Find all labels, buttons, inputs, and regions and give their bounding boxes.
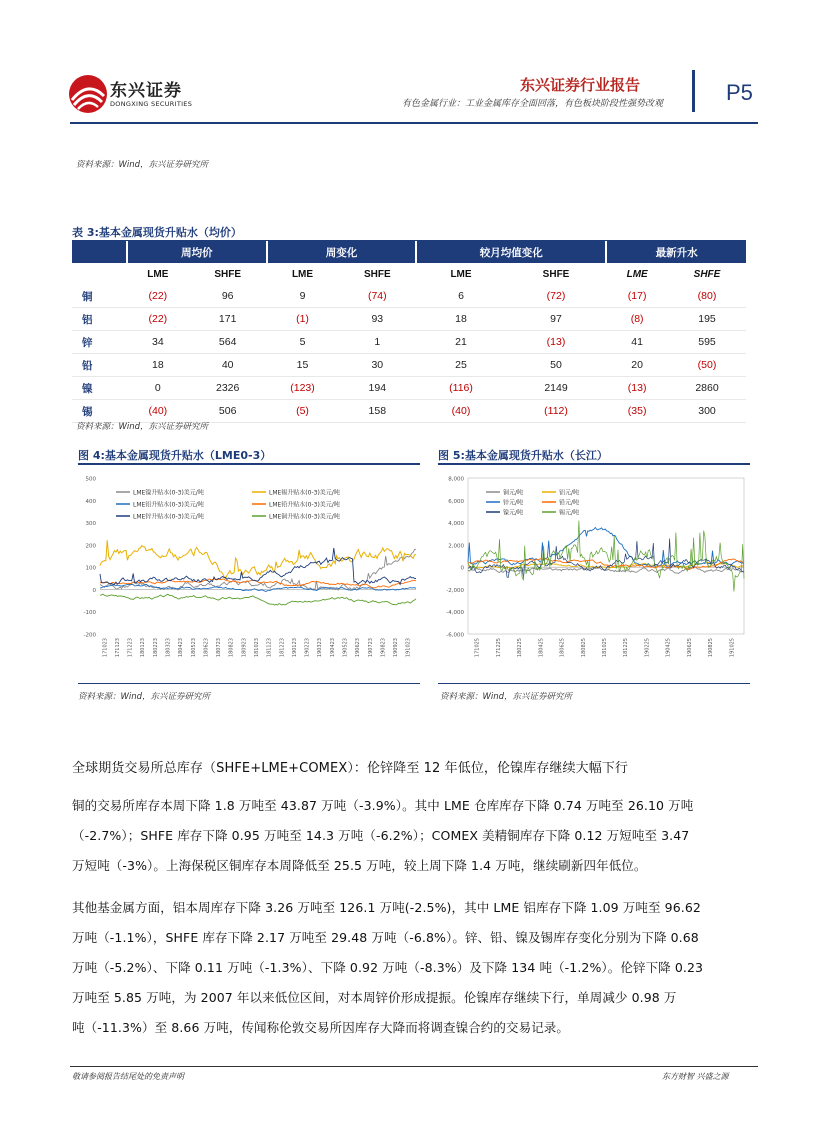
table3-cell: 300: [668, 400, 746, 423]
x-tick-label: 190423: [329, 638, 336, 658]
legend-label: 铜元/吨: [503, 489, 524, 497]
logo-chinese-name: 东兴证券: [110, 81, 182, 101]
table3-metal-label: 铅: [72, 354, 127, 377]
x-tick-label: 180625: [559, 638, 566, 658]
y-tick-label: -4,000: [446, 610, 464, 617]
logo-english-name: DONGXING SECURITIES: [110, 100, 193, 108]
table3-metal-label: 铜: [72, 285, 127, 308]
table3-cell: (74): [338, 285, 416, 308]
table3-metal-label: 锡: [72, 400, 127, 423]
table3-cell: (17): [606, 285, 668, 308]
paragraph-line: 吨（-11.3%）至 8.66 万吨，传闻称伦敦交易所因库存大降而将调查镍合约的交易记录。: [72, 1020, 569, 1035]
legend-label: 铝元/吨: [559, 489, 580, 497]
table3-cell: 0: [127, 377, 189, 400]
x-tick-label: 181223: [279, 638, 286, 658]
x-tick-label: 180523: [190, 638, 197, 658]
table3-source: 资料来源：Wind，东兴证券研究所: [76, 422, 209, 432]
y-tick-label: 300: [85, 521, 96, 528]
table3-cell: 40: [189, 354, 267, 377]
series-line: [100, 594, 416, 605]
x-tick-label: 181023: [254, 638, 260, 658]
table3-cell: (116): [416, 377, 505, 400]
paragraph-line: 其他基金属方面，铝本周库存下降 3.26 万吨至 126.1 万吨(-2.5%)，其中 LME 铝库存下降 1.09 万吨至 96.62: [72, 900, 701, 915]
fig4-chart: [78, 470, 422, 678]
y-tick-label: 500: [85, 476, 96, 483]
series-line: [468, 521, 744, 592]
x-tick-label: 180223: [152, 638, 159, 658]
x-tick-label: 180425: [538, 638, 545, 658]
table3-subheader: LME: [127, 263, 189, 285]
table3-metal-label: 锌: [72, 331, 127, 354]
header-divider: [692, 70, 695, 112]
x-tick-label: 191023: [405, 638, 412, 658]
y-tick-label: 6,000: [448, 498, 464, 505]
legend-label: LME锡升贴水(0-3)美元/吨: [269, 489, 340, 497]
x-tick-label: 180623: [203, 638, 210, 658]
table3: [72, 241, 746, 423]
legend-label: 铅元/吨: [559, 499, 580, 507]
table3-subheader: SHFE: [189, 263, 267, 285]
x-tick-label: 180225: [517, 638, 524, 658]
table3-cell: 50: [506, 354, 607, 377]
legend-label: LME铝升贴水(0-3)美元/吨: [133, 501, 204, 509]
series-line: [100, 579, 416, 588]
table3-cell: 9: [267, 285, 339, 308]
table3-subheader: SHFE: [506, 263, 607, 285]
table3-cell: (8): [606, 308, 668, 331]
fig5-title-rule: [438, 463, 750, 465]
fig5-title: 图 5:基本金属现货升贴水（长江）: [438, 449, 608, 462]
company-logo: [68, 74, 208, 116]
table-row: [72, 377, 746, 400]
fig5-chart: [438, 470, 750, 678]
x-tick-label: 180723: [216, 638, 223, 658]
table3-group-header: 最新升水: [606, 241, 746, 263]
table3-cell: 15: [267, 354, 339, 377]
y-tick-label: 400: [85, 498, 96, 505]
x-tick-label: 190823: [380, 638, 387, 658]
x-tick-label: 180823: [228, 638, 235, 658]
table3-subheader: LME: [416, 263, 505, 285]
x-tick-label: 190225: [644, 638, 651, 658]
paragraph-line: 万吨（-1.1%），SHFE 库存下降 2.17 万吨至 29.48 万吨（-6.8%）。锌、铅、镍及锡库存变化分别为下降 0.68: [72, 930, 699, 945]
x-tick-label: 180323: [165, 638, 172, 658]
x-tick-label: 171023: [102, 638, 109, 658]
x-tick-label: 181025: [602, 638, 608, 658]
series-line: [100, 548, 416, 585]
source-note-top: 资料来源：Wind，东兴证券研究所: [76, 160, 209, 170]
table3-cell: (50): [668, 354, 746, 377]
y-tick-label: 4,000: [448, 521, 464, 528]
table-row: [72, 331, 746, 354]
table3-cell: (72): [506, 285, 607, 308]
table3-cell: (40): [416, 400, 505, 423]
table3-cell: (5): [267, 400, 339, 423]
x-tick-label: 180123: [140, 638, 147, 658]
table3-cell: 2149: [506, 377, 607, 400]
table3-cell: (35): [606, 400, 668, 423]
table3-cell: 96: [189, 285, 267, 308]
table3-corner: [72, 241, 127, 263]
y-tick-label: -200: [83, 632, 96, 639]
x-tick-label: 171025: [474, 638, 481, 658]
y-tick-label: 2,000: [448, 543, 464, 550]
table3-cell: 34: [127, 331, 189, 354]
paragraph-line: 万吨（-5.2%）、下降 0.11 万吨（-1.3%）、下降 0.92 万吨（-8.3%）及下降 134 吨（-1.2%）。伦锌下降 0.23: [72, 960, 704, 975]
footer-slogan: 东方财智 兴盛之源: [662, 1072, 729, 1081]
table3-group-header: 周均价: [127, 241, 267, 263]
x-tick-label: 171123: [114, 638, 121, 658]
legend-label: LME锌升贴水(0-3)美元/吨: [133, 513, 204, 521]
table3-cell: (40): [127, 400, 189, 423]
table3-cell: (123): [267, 377, 339, 400]
table3-cell: (13): [506, 331, 607, 354]
x-tick-label: 190623: [355, 638, 362, 658]
x-tick-label: 180825: [580, 638, 587, 658]
section-heading: 全球期货交易所总库存（SHFE+LME+COMEX）：伦锌降至 12 年低位，伦镍库存继续大幅下行: [72, 761, 629, 776]
report-subtitle: 有色金属行业：工业金属库存全面回落，有色板块阶段性强势改观: [402, 99, 664, 109]
table3-metal-label: 镍: [72, 377, 127, 400]
table3-cell: 18: [416, 308, 505, 331]
x-tick-label: 190723: [367, 638, 374, 658]
table-row: [72, 285, 746, 308]
table3-cell: 2860: [668, 377, 746, 400]
y-tick-label: 100: [85, 565, 96, 572]
table3-subheader: SHFE: [338, 263, 416, 285]
x-tick-label: 190223: [304, 638, 311, 658]
paragraph-line: 万吨至 5.85 万吨，为 2007 年以来低位区间，对本周锌价形成提振。伦镍库存继续下行，单周减少 0.98 万: [72, 990, 677, 1005]
table3-title: 表 3:基本金属现货升贴水（均价）: [72, 226, 242, 239]
table3-cell: (22): [127, 285, 189, 308]
page-number: P5: [726, 80, 753, 105]
footer-rule: [70, 1066, 758, 1067]
table3-cell: 97: [506, 308, 607, 331]
table3-cell: (13): [606, 377, 668, 400]
fig4-title-rule: [78, 463, 420, 465]
table3-cell: 5: [267, 331, 339, 354]
table3-subheader: LME: [606, 263, 668, 285]
table3-cell: 195: [668, 308, 746, 331]
table3-cell: 41: [606, 331, 668, 354]
table3-metal-label: 铝: [72, 308, 127, 331]
legend-label: LME铅升贴水(0-3)美元/吨: [269, 501, 340, 509]
footer-disclaimer: 敬请参阅报告结尾处的免责声明: [72, 1072, 184, 1081]
y-tick-label: -6,000: [446, 632, 464, 639]
report-title: 东兴证券行业报告: [520, 76, 641, 94]
logo-mark-icon: [68, 74, 108, 114]
x-tick-label: 181123: [266, 638, 273, 658]
table3-cell: (80): [668, 285, 746, 308]
x-tick-label: 191025: [729, 638, 736, 658]
x-tick-label: 190123: [291, 638, 298, 658]
legend-label: 锡元/吨: [559, 509, 580, 517]
table-row: [72, 308, 746, 331]
paragraph-line: 铜的交易所库存本周下降 1.8 万吨至 43.87 万吨（-3.9%）。其中 LME 仓库库存下降 0.74 万吨至 26.10 万吨: [72, 798, 694, 813]
table3-cell: 25: [416, 354, 505, 377]
table3-cell: 595: [668, 331, 746, 354]
y-tick-label: 8,000: [448, 476, 464, 483]
table3-subheader: LME: [267, 263, 339, 285]
y-tick-label: 200: [85, 543, 96, 550]
paragraph-line: （-2.7%）；SHFE 库存下降 0.95 万吨至 14.3 万吨（-6.2%）；COMEX 美精铜库存下降 0.12 万短吨至 3.47: [72, 828, 690, 843]
table3-cell: 158: [338, 400, 416, 423]
x-tick-label: 190825: [708, 638, 715, 658]
x-tick-label: 180923: [241, 638, 248, 658]
y-tick-label: -100: [83, 610, 96, 617]
fig4-title: 图 4:基本金属现货升贴水（LME0-3）: [78, 449, 272, 462]
x-tick-label: 190625: [686, 638, 693, 658]
x-tick-label: 190523: [342, 638, 349, 658]
y-tick-label: -2,000: [446, 587, 464, 594]
legend-label: 锌元/吨: [503, 499, 524, 507]
table3-cell: (1): [267, 308, 339, 331]
table3-cell: 21: [416, 331, 505, 354]
series-line: [100, 540, 416, 578]
table3-cell: 20: [606, 354, 668, 377]
x-tick-label: 190923: [393, 638, 400, 658]
table-row: [72, 354, 746, 377]
table3-cell: (112): [506, 400, 607, 423]
x-tick-label: 171225: [495, 638, 502, 658]
table3-cell: 6: [416, 285, 505, 308]
x-tick-label: 180423: [178, 638, 185, 658]
fig5-source: 资料来源：Wind，东兴证券研究所: [440, 692, 573, 702]
table3-group-header: 周变化: [267, 241, 417, 263]
paragraph-other-metals: [72, 893, 762, 1043]
table3-cell: 194: [338, 377, 416, 400]
table3-cell: 93: [338, 308, 416, 331]
table3-cell: 1: [338, 331, 416, 354]
table3-subheader: SHFE: [668, 263, 746, 285]
legend-label: LME铜升贴水(0-3)美元/吨: [269, 513, 340, 521]
fig5-bottom-rule: [438, 683, 750, 684]
paragraph-copper: [72, 791, 762, 881]
legend-label: 镍元/吨: [503, 509, 524, 517]
header-rule: [70, 122, 758, 124]
y-tick-label: 0: [92, 587, 96, 594]
x-tick-label: 171223: [127, 638, 134, 658]
x-tick-label: 190323: [317, 638, 324, 658]
y-tick-label: 0: [460, 565, 464, 572]
table3-cell: (22): [127, 308, 189, 331]
table3-cell: 2326: [189, 377, 267, 400]
table3-cell: 30: [338, 354, 416, 377]
x-tick-label: 190425: [665, 638, 672, 658]
x-tick-label: 181225: [623, 638, 630, 658]
fig4-bottom-rule: [78, 683, 420, 684]
legend-label: LME镍升贴水(0-3)美元/吨: [133, 489, 204, 497]
table3-group-header: 较月均值变化: [416, 241, 606, 263]
table3-cell: 564: [189, 331, 267, 354]
fig4-source: 资料来源：Wind，东兴证券研究所: [78, 692, 211, 702]
table3-cell: 506: [189, 400, 267, 423]
table3-cell: 171: [189, 308, 267, 331]
paragraph-line: 万短吨（-3%）。上海保税区铜库存本周降低至 25.5 万吨，较上周下降 1.4 万吨，继续刷新四年低位。: [72, 858, 647, 873]
table3-cell: 18: [127, 354, 189, 377]
